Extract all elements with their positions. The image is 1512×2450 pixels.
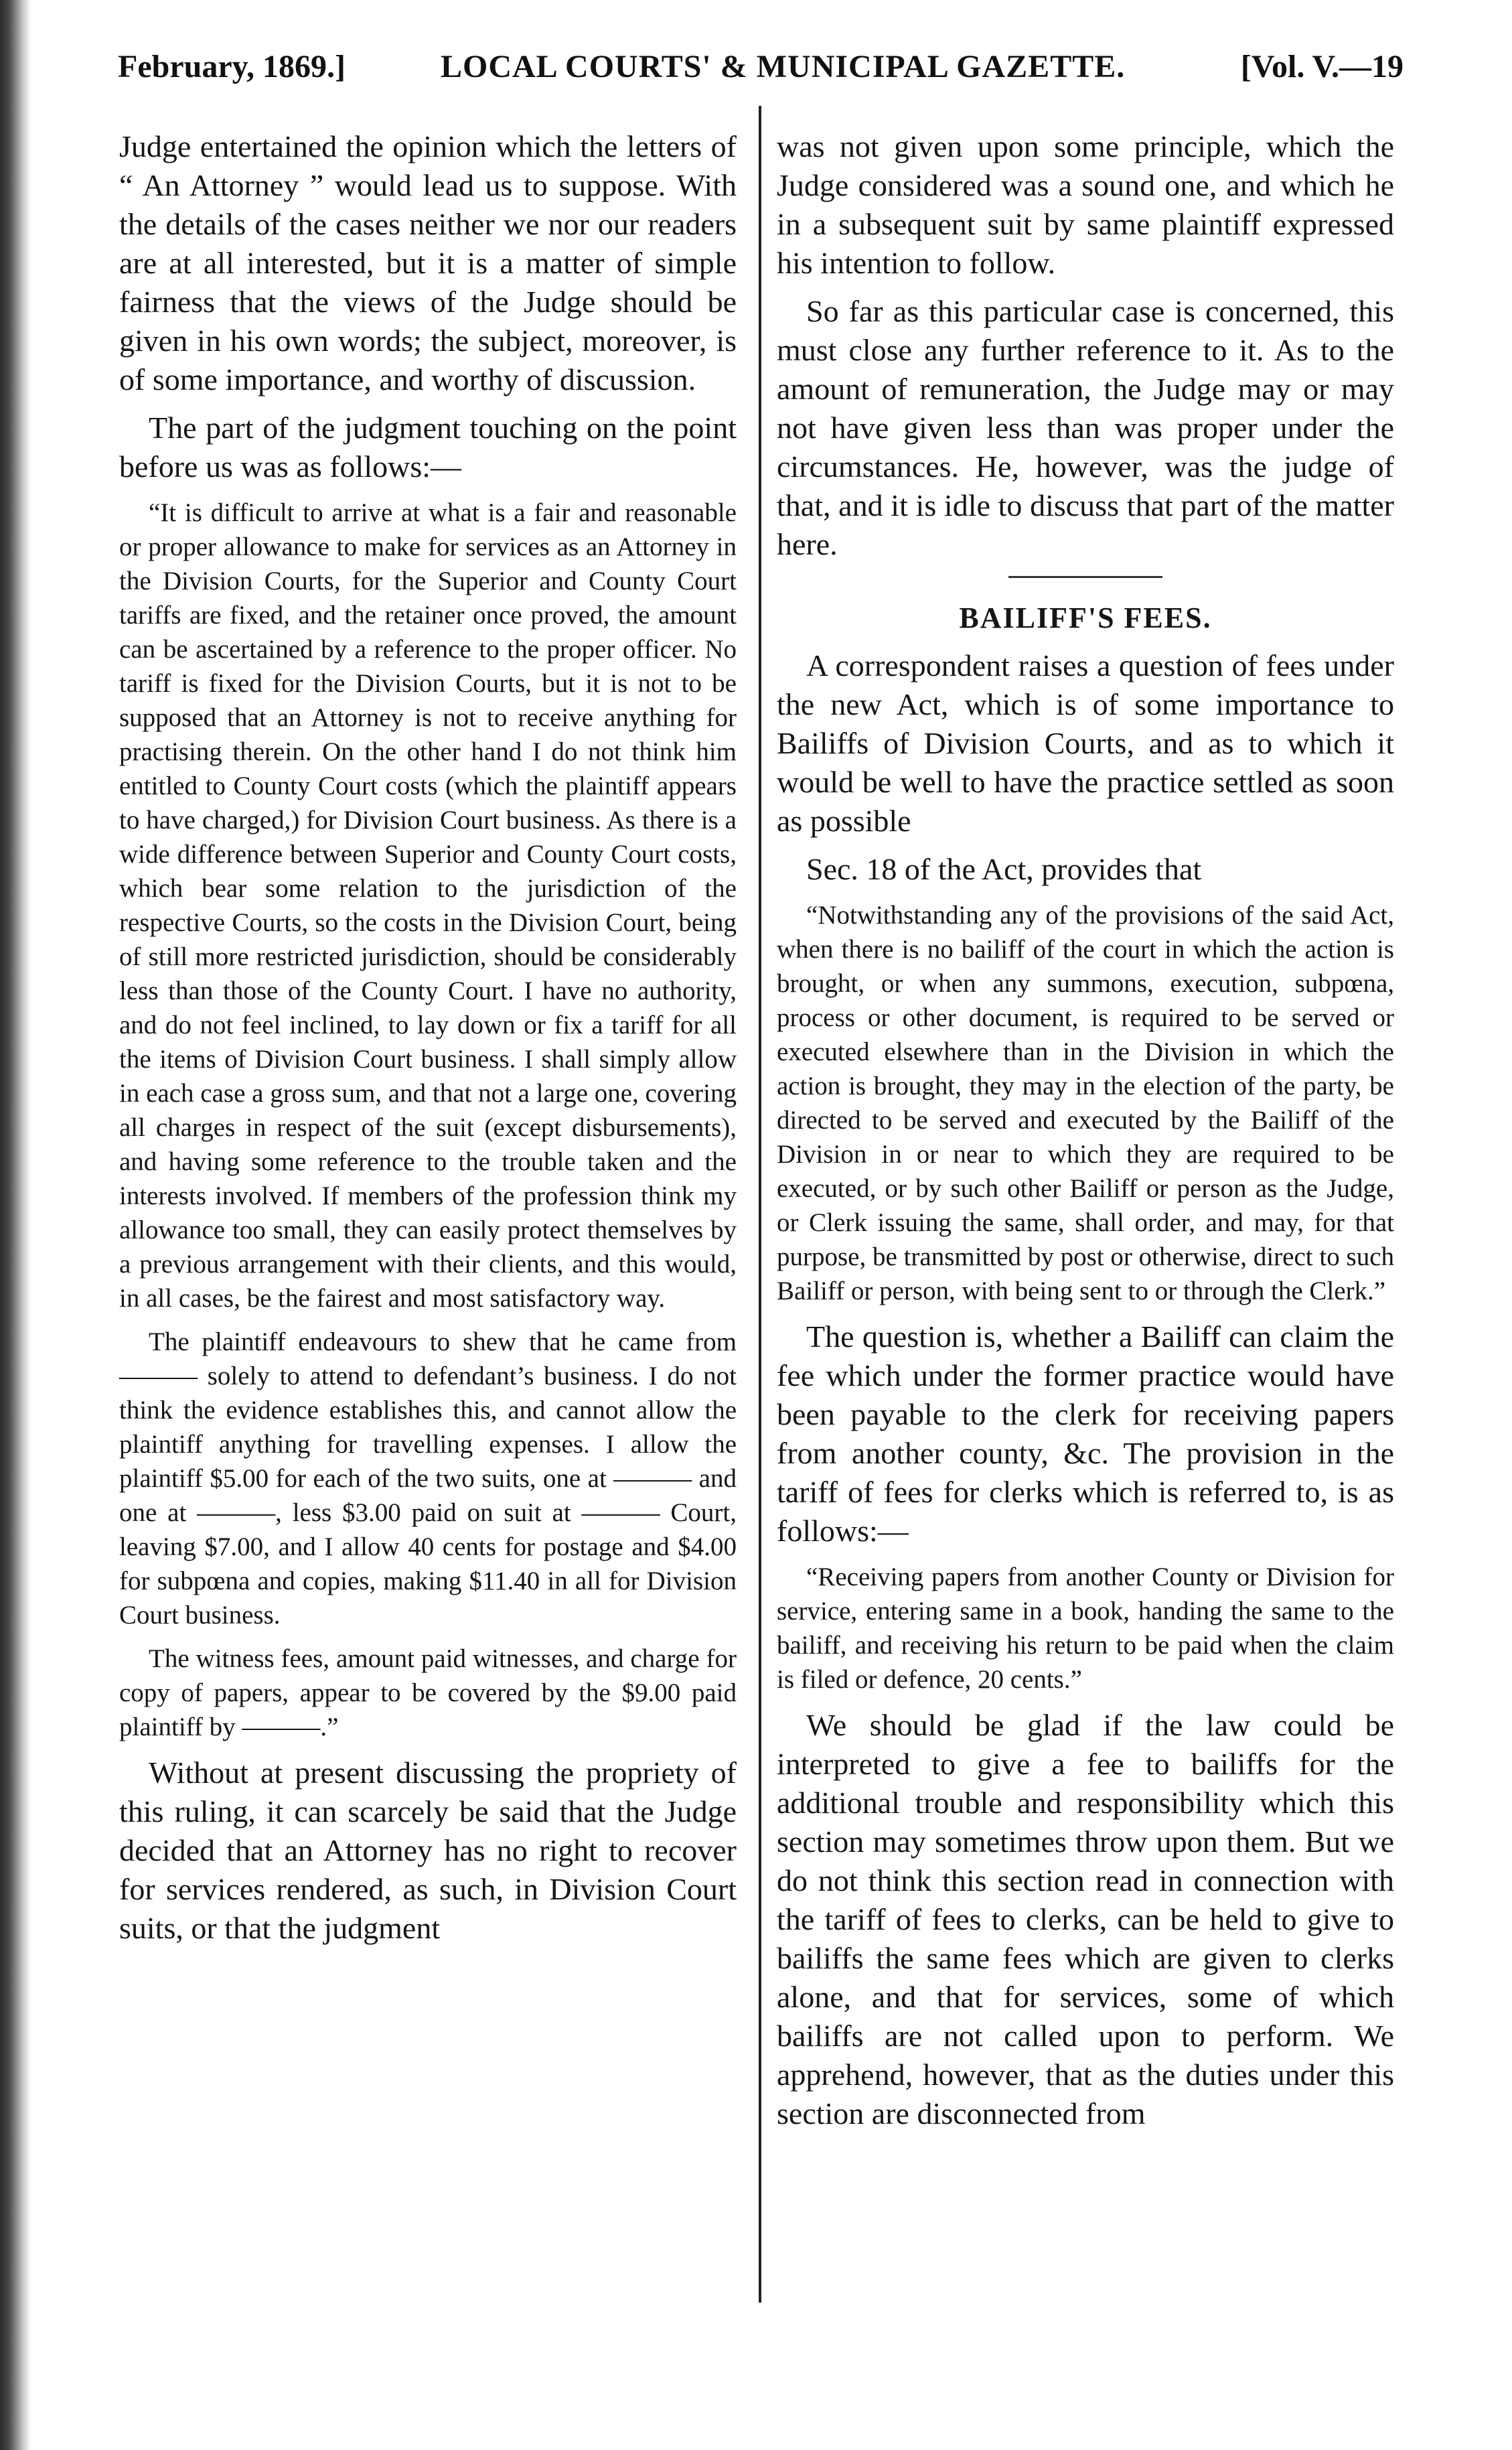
section-heading: BAILIFF'S FEES. — [959, 601, 1212, 634]
paragraph: Without at present discussing the propriety of this ruling, it can scarcely be said that the Judge decided that an Attorney has no right to recover for services rendered, as such, in Division Court suits, or that the judgment — [119, 1755, 737, 1945]
paragraph: We should be glad if the law could be interpreted to give a fee to bailiffs for the additional trouble and responsibility which this section may sometimes throw upon them. But we do not think this section read in connection with the tariff of fees to clerks, can be held to give to bailiffs the same fees which are given to clerks alone, and that for services, some of which bailiffs are not called upon to perform. We apprehend, however, that as the duties under this section are disconnected from — [777, 1708, 1394, 2131]
paragraph: Judge entertained the opinion which the letters of “ An Attorney ” would lead us to suppose. With the details of the cases neither we nor our readers are at all interested, but it is a matter of simple fairness that the views of the Judge should be given in his own words; the subject, moreover, is of some importance, and worthy of discussion. — [119, 129, 737, 397]
page-binding-edge — [0, 0, 31, 2450]
paragraph: A correspondent raises a question of fees under the new Act, which is of some importance to Bailiffs of Division Courts, and as to which it would be well to have the practice settled as soon as possible — [777, 648, 1394, 838]
header-volume: [Vol. V.—19 — [1240, 49, 1404, 84]
quoted-judgment: The plaintiff endeavours to shew that he came from ——— solely to attend to defendant’s business. I do not think the evidence establishes this, and cannot allow the plaintiff anything for travelling expenses. I allow the plaintiff $5.00 for each of the two suits, one at ——— and one at ———, less $3.00 paid on suit at ——— Court, leaving $7.00, and I allow 40 cents for postage and $4.00 for subpœna and copies, making $11.40 in all for Division Court business. — [119, 1327, 737, 1630]
page-header — [118, 39, 1404, 92]
column-divider — [759, 106, 761, 2303]
paragraph: So far as this particular case is concerned, this must close any further reference to it. As to the amount of remuneration, the Judge may or may not have given less than was proper under the circumstances. He, however, was the judge of that, and it is idle to discuss that part of the matter here. — [777, 294, 1394, 561]
header-title: LOCAL COURTS' & MUNICIPAL GAZETTE. — [441, 49, 1126, 84]
quoted-judgment: “It is difficult to arrive at what is a fair and reasonable or proper allowance to make for services as an Attorney in the Division Courts, for the Superior and County Court tariffs are fixed, and the retainer once proved, the amount can be ascertained by a reference to the proper officer. No tariff is fixed for the Division Courts, but it is not to be supposed that an Attorney is not to receive anything for practising therein. On the other hand I do not think him entitled to County Court costs (which the plaintiff appears to have charged,) for Division Court business. As there is a wide difference between Superior and County Court costs, which bear some relation to the jurisdiction of the respective Courts, so the costs in the Division Court, being of still more restricted jurisdiction, should be considerably less than those of the County Court. I have no authority, and do not feel inclined, to lay down or fix a tariff for all the items of Division Court business. I shall simply allow in each case a gross sum, and that not a large one, covering all charges in respect of the suit (except disbursements), and having some reference to the trouble taken and the interests involved. If members of the profession think my allowance too small, they can easily protect themselves by a previous arrangement with their clients, and this would, in all cases, be the fairest and most satisfactory way. — [119, 498, 737, 1313]
paragraph: The question is, whether a Bailiff can claim the fee which under the former practice would have been payable to the clerk for receiving papers from another county, &c. The provision in the tariff of fees for clerks which is referred to, is as follows:— — [777, 1319, 1394, 1548]
paragraph: The part of the judgment touching on the point before us was as follows:— — [119, 411, 737, 484]
right-column — [777, 127, 1394, 2143]
paragraph: was not given upon some principle, which the Judge considered was a sound one, and which he in a subsequent suit by same plaintiff expressed his intention to follow. — [777, 129, 1394, 280]
section-rule — [1008, 576, 1162, 578]
left-column — [119, 127, 737, 1957]
quoted-statute: “Notwithstanding any of the provisions of the said Act, when there is no bailiff of the court in which the action is brought, or when any summons, execution, subpœna, process or other document, is required to be served or executed elsewhere than in the Division in which the action is brought, they may in the election of the party, be directed to be served and executed by the Bailiff of the Division in or near to which they are required to be executed, or by such other Bailiff or person as the Judge, or Clerk issuing the same, shall order, and may, for that purpose, be transmitted by post or otherwise, direct to such Bailiff or person, with being sent to or through the Clerk.” — [777, 901, 1394, 1305]
paragraph: Sec. 18 of the Act, provides that — [806, 852, 1202, 886]
quoted-judgment: The witness fees, amount paid witnesses, and charge for copy of papers, appear to be covered by the $9.00 paid plaintiff by ———.” — [119, 1644, 737, 1741]
quoted-tariff: “Receiving papers from another County or Division for service, entering same in a book, handing the same to the bailiff, and receiving his return to be paid when the claim is filed or defence, 20 cents.” — [777, 1563, 1394, 1694]
header-date: February, 1869.] — [118, 49, 346, 84]
